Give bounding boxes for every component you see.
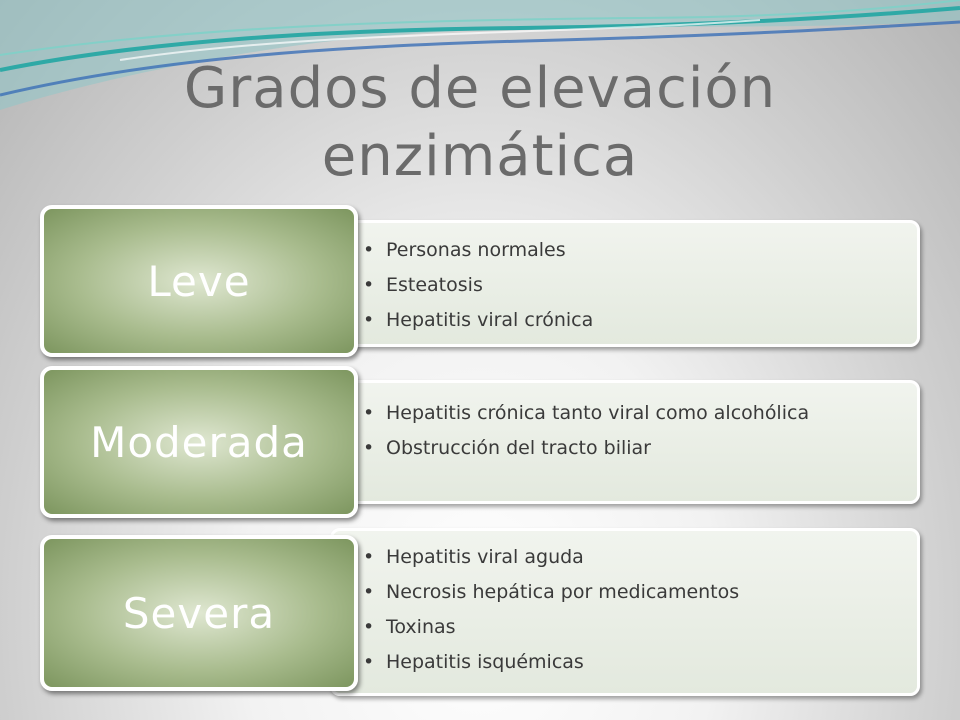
level-box-severa (40, 535, 358, 691)
list-item: • Toxinas (363, 615, 897, 639)
level-list-moderada (363, 401, 897, 460)
level-label: Moderada (90, 417, 308, 467)
level-label: Leve (147, 256, 251, 306)
level-list-severa (363, 545, 897, 674)
list-item: • Hepatitis viral crónica (363, 308, 897, 332)
level-box-moderada (40, 366, 358, 518)
level-panel-leve (330, 220, 920, 347)
level-label: Severa (122, 588, 276, 638)
list-item: • Necrosis hepática por medicamentos (363, 580, 897, 604)
list-item: • Hepatitis crónica tanto viral como alcohólica (363, 401, 897, 425)
list-item: • Hepatitis viral aguda (363, 545, 897, 569)
level-list-leve (363, 238, 897, 332)
slide-title (100, 55, 860, 191)
list-item: • Personas normales (363, 238, 897, 262)
level-row-severa (40, 530, 920, 692)
level-row-leve (40, 205, 920, 357)
list-item: • Obstrucción del tracto biliar (363, 436, 897, 460)
level-panel-moderada (330, 380, 920, 504)
level-panel-severa (330, 528, 920, 696)
list-item: • Esteatosis (363, 273, 897, 297)
title-line-1: Grados de elevación (183, 56, 777, 121)
title-line-2: enzimática (321, 124, 639, 189)
level-box-leve (40, 205, 358, 357)
list-item: • Hepatitis isquémicas (363, 650, 897, 674)
level-row-moderada (40, 366, 920, 518)
